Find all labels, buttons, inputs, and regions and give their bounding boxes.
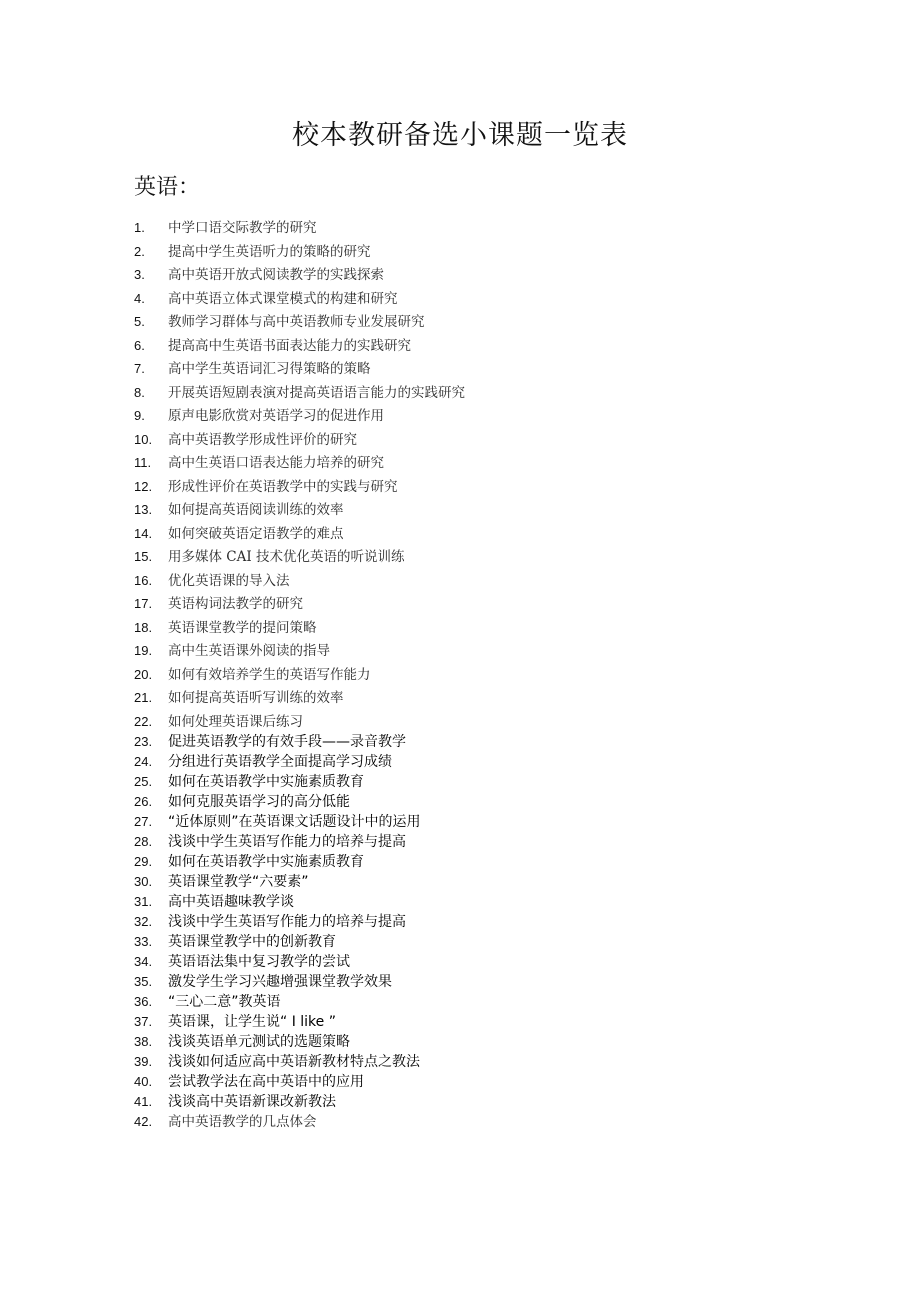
list-item-text: 英语课堂教学中的创新教育: [168, 934, 336, 950]
list-item-text: 浅谈中学生英语写作能力的培养与提高: [168, 914, 406, 930]
list-item: [134, 1112, 834, 1132]
list-item-number: 12.: [134, 478, 153, 494]
list-item-text: “三心二意”教英语: [168, 994, 281, 1010]
list-item: [134, 772, 834, 792]
list-item-number: 17.: [134, 596, 153, 611]
list-item: [134, 732, 834, 752]
list-item-text: 尝试教学法在高中英语中的应用: [168, 1074, 364, 1090]
list-item-number: 25.: [134, 774, 153, 789]
list-item: [134, 641, 834, 661]
list-item-number: 11.: [134, 455, 152, 470]
list-item-text: 高中英语开放式阅读教学的实践探索: [168, 267, 384, 283]
list-item: [134, 665, 834, 685]
list-item: [134, 547, 834, 567]
list-item-number: 10.: [134, 431, 153, 447]
list-item-number: 7.: [134, 361, 145, 376]
list-item: [134, 383, 834, 403]
list-item-number: 30.: [134, 874, 153, 889]
list-item: [134, 1012, 834, 1032]
list-item-number: 5.: [134, 314, 145, 329]
list-item-text: 浅谈中学生英语写作能力的培养与提高: [168, 834, 406, 850]
list-item-text: 高中生英语课外阅读的指导: [168, 643, 330, 659]
list-item: [134, 932, 834, 952]
list-item-text: 如何突破英语定语教学的难点: [168, 525, 344, 542]
list-item: [134, 892, 834, 912]
list-item-text: 高中英语趣味教学谈: [168, 894, 294, 910]
list-item-number: 38.: [134, 1034, 153, 1049]
list-item-text: 如何提高英语听写训练的效率: [168, 690, 344, 706]
list-item-text: 如何克服英语学习的高分低能: [168, 794, 350, 810]
list-item-number: 13.: [134, 502, 153, 517]
list-item: [134, 832, 834, 852]
list-item: [134, 1032, 834, 1052]
list-item-number: 42.: [134, 1114, 153, 1129]
list-item: [134, 406, 834, 426]
list-item: [134, 312, 834, 332]
list-item-text: 中学口语交际教学的研究: [168, 220, 317, 236]
list-item-text: 如何提高英语阅读训练的效率: [168, 502, 344, 518]
list-item: [134, 430, 834, 450]
list-item-number: 20.: [134, 666, 153, 682]
list-item: [134, 218, 834, 238]
list-item-text: 提高高中生英语书面表达能力的实践研究: [168, 337, 411, 354]
list-item-number: 28.: [134, 834, 153, 849]
list-item-text: 英语语法集中复习教学的尝试: [168, 954, 350, 970]
list-item-text: 提高中学生英语听力的策略的研究: [168, 243, 371, 260]
list-item: [134, 792, 834, 812]
list-item: [134, 852, 834, 872]
list-item: [134, 242, 834, 262]
list-item-text: 激发学生学习兴趣增强课堂教学效果: [168, 974, 392, 990]
list-item-text: 高中学生英语词汇习得策略的策略: [168, 361, 371, 377]
list-item: [134, 336, 834, 356]
list-item: [134, 594, 834, 614]
list-item-text: 优化英语课的导入法: [168, 572, 290, 589]
list-item-text: 高中英语教学形成性评价的研究: [168, 431, 357, 448]
list-item: [134, 952, 834, 972]
list-item-text: 浅谈英语单元测试的选题策略: [168, 1034, 350, 1050]
list-item-text: 如何处理英语课后练习: [168, 713, 303, 730]
list-item-text: 教师学习群体与高中英语教师专业发展研究: [168, 314, 425, 330]
list-item-number: 32.: [134, 914, 153, 929]
list-item-text: 用多媒体 CAI 技术优化英语的听说训练: [168, 549, 405, 565]
list-item: [134, 477, 834, 497]
list-item-number: 41.: [134, 1094, 153, 1109]
list-item-number: 16.: [134, 572, 153, 588]
list-item-number: 35.: [134, 974, 153, 989]
list-item-text: 浅谈高中英语新课改新教法: [168, 1094, 336, 1110]
list-item-number: 8.: [134, 384, 145, 400]
list-item-number: 1.: [134, 220, 145, 235]
section-heading: 英语：: [134, 175, 201, 200]
list-item: [134, 265, 834, 285]
list-item-number: 40.: [134, 1074, 153, 1089]
list-item-text: 高中英语立体式课堂模式的构建和研究: [168, 290, 398, 307]
list-item-text: 英语课，让学生说“ I like ”: [168, 1014, 336, 1030]
list-item-text: 促进英语教学的有效手段——录音教学: [168, 734, 406, 750]
list-item: [134, 1052, 834, 1072]
list-item-number: 3.: [134, 267, 145, 282]
list-item-number: 36.: [134, 994, 153, 1009]
list-item-text: 英语课堂教学“六要素”: [168, 874, 309, 890]
list-item-number: 34.: [134, 954, 153, 969]
list-item-number: 4.: [134, 290, 145, 306]
list-item: [134, 359, 834, 379]
list-item: [134, 500, 834, 520]
list-item: [134, 872, 834, 892]
list-item: [134, 752, 834, 772]
list-item: [134, 712, 834, 732]
document-title: 校本教研备选小课题一览表: [292, 120, 628, 151]
list-item-number: 6.: [134, 337, 145, 353]
list-item: [134, 912, 834, 932]
list-item-text: 浅谈如何适应高中英语新教材特点之教法: [168, 1054, 420, 1070]
list-item-number: 33.: [134, 934, 153, 949]
list-item-number: 14.: [134, 525, 153, 541]
list-item-number: 9.: [134, 408, 145, 423]
list-item: [134, 1092, 834, 1112]
list-item-text: 如何在英语教学中实施素质教育: [168, 774, 364, 790]
list-item-text: 分组进行英语教学全面提高学习成绩: [168, 754, 392, 770]
list-item-text: 高中生英语口语表达能力培养的研究: [168, 455, 384, 471]
list-item-text: 高中英语教学的几点体会: [168, 1114, 317, 1130]
list-item-number: 27.: [134, 814, 153, 829]
list-item-number: 29.: [134, 854, 153, 869]
list-item-number: 26.: [134, 794, 153, 809]
list-item-number: 2.: [134, 243, 145, 259]
list-item: [134, 289, 834, 309]
list-item-number: 18.: [134, 619, 153, 635]
list-item: [134, 688, 834, 708]
list-item: [134, 1072, 834, 1092]
list-item-text: 英语课堂教学的提问策略: [168, 619, 317, 636]
list-item: [134, 618, 834, 638]
list-item-text: “近体原则”在英语课文话题设计中的运用: [168, 814, 421, 830]
list-item: [134, 972, 834, 992]
list-item-text: 如何有效培养学生的英语写作能力: [168, 666, 371, 683]
list-item-text: 如何在英语教学中实施素质教育: [168, 854, 364, 870]
list-item: [134, 524, 834, 544]
list-item-number: 37.: [134, 1014, 153, 1029]
list-item: [134, 571, 834, 591]
list-item-number: 24.: [134, 754, 153, 769]
list-item-text: 英语构词法教学的研究: [168, 596, 303, 612]
list-item-text: 形成性评价在英语教学中的实践与研究: [168, 478, 398, 495]
list-item-number: 21.: [134, 690, 153, 705]
list-item-number: 31.: [134, 894, 153, 909]
list-item-number: 19.: [134, 643, 153, 658]
list-item-number: 22.: [134, 713, 153, 729]
list-item-text: 原声电影欣赏对英语学习的促进作用: [168, 408, 384, 424]
list-item: [134, 992, 834, 1012]
list-item-number: 23.: [134, 734, 153, 749]
list-item: [134, 812, 834, 832]
list-item-number: 15.: [134, 549, 153, 564]
list-item-number: 39.: [134, 1054, 153, 1069]
list-item-text: 开展英语短剧表演对提高英语语言能力的实践研究: [168, 384, 465, 401]
list-item: [134, 453, 834, 473]
